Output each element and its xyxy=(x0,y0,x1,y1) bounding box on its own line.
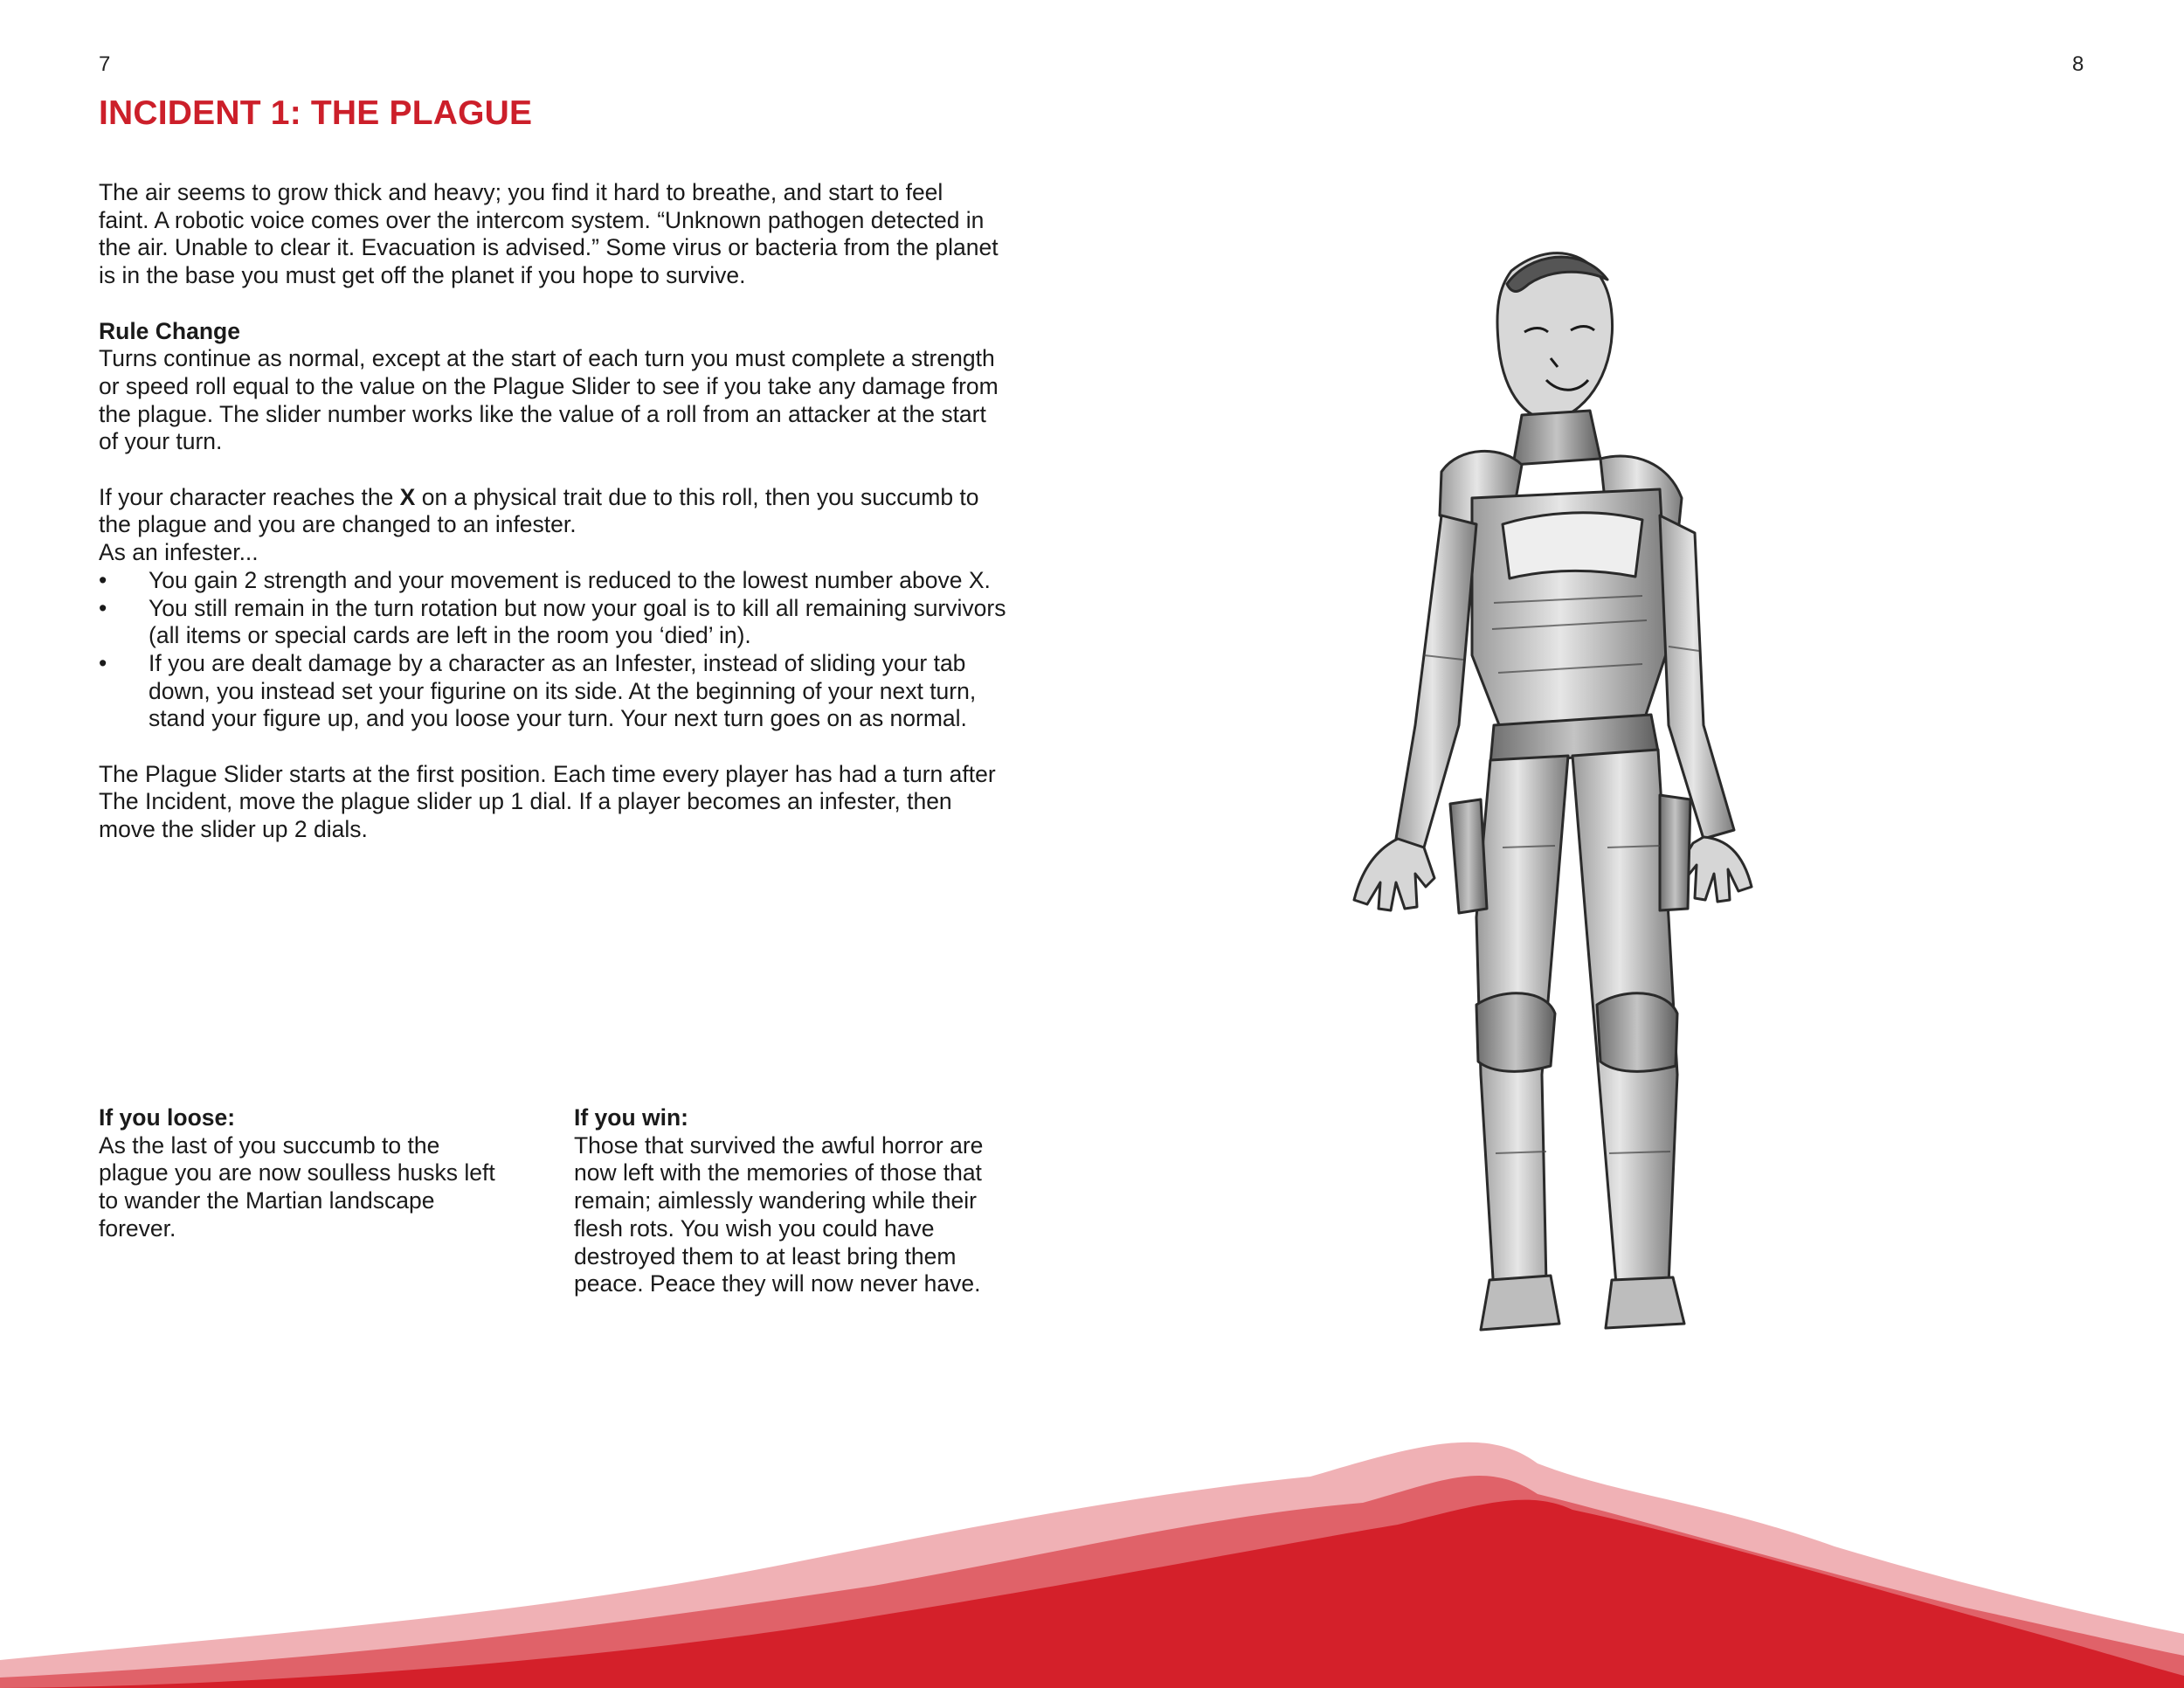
infester-text-after: on a physical trait due to this roll, then you succumb to the plague and you are changed to an infester. xyxy=(99,483,979,538)
infester-lead: As an infester... xyxy=(99,539,259,566)
if-you-loose-heading: If you loose: xyxy=(99,1104,236,1131)
page-title: INCIDENT 1: THE PLAGUE xyxy=(99,94,533,132)
red-mountains-decoration xyxy=(0,1398,2184,1688)
if-you-win-heading: If you win: xyxy=(574,1104,689,1131)
infester-text-before: If your character reaches the xyxy=(99,483,400,510)
main-text-column xyxy=(99,179,1006,872)
infester-bullet-list xyxy=(99,566,1006,733)
infester-illustration xyxy=(1293,236,1852,1442)
infester-marker: X xyxy=(399,483,416,510)
bullet-icon: • xyxy=(99,594,107,621)
page-number-right: 8 xyxy=(2072,52,2084,76)
list-item-text: You gain 2 strength and your movement is reduced to the lowest number above X. xyxy=(149,566,991,593)
list-item xyxy=(99,650,1022,733)
infester-paragraph xyxy=(99,484,999,539)
page-number-left: 7 xyxy=(99,52,111,76)
list-item xyxy=(99,567,1022,595)
rule-change-heading: Rule Change xyxy=(99,317,240,344)
if-you-win-text: Those that survived the awful horror are now left with the memories of those that remain; aimlessly wandering while their flesh rots. You wish you could have destroyed them to at least bring them peace. Peace they will now never have. xyxy=(574,1131,984,1297)
bullet-icon: • xyxy=(99,649,107,676)
list-item-text: If you are dealt damage by a character as an Infester, instead of sliding your tab down, you instead set your figurine on its side. At the beginning of your next turn, stand your figure up, and you loose your turn. Your next turn goes on as normal. xyxy=(149,649,977,732)
list-item xyxy=(99,595,1022,650)
list-item-text: You still remain in the turn rotation but now your goal is to kill all remaining survivors (all items or special cards are left in the room you ‘died’ in). xyxy=(149,594,1006,649)
intro-paragraph: The air seems to grow thick and heavy; you find it hard to breathe, and start to feel faint. A robotic voice comes over the intercom system. “Unknown pathogen detected in the air. Unable to clear it. Evacuation is advised.” Some virus or bacteria from the planet is in the base you must get off the planet if you hope to survive. xyxy=(99,179,999,289)
rule-change-paragraph: Turns continue as normal, except at the start of each turn you must complete a strength or speed roll equal to the value on the Plague Slider to see if you take any damage from the plague. The slider number works like the value of a roll from an attacker at the start of your turn. xyxy=(99,345,999,455)
if-you-win-section xyxy=(574,1104,1002,1298)
bullet-icon: • xyxy=(99,566,107,593)
if-you-loose-section xyxy=(99,1104,509,1243)
if-you-loose-text: As the last of you succumb to the plague you are now soulless husks left to wander the Martian landscape forever. xyxy=(99,1131,495,1242)
plague-slider-paragraph: The Plague Slider starts at the first position. Each time every player has had a turn after The Incident, move the plague slider up 1 dial. If a player becomes an infester, then move the slider up 2 dials. xyxy=(99,760,996,843)
